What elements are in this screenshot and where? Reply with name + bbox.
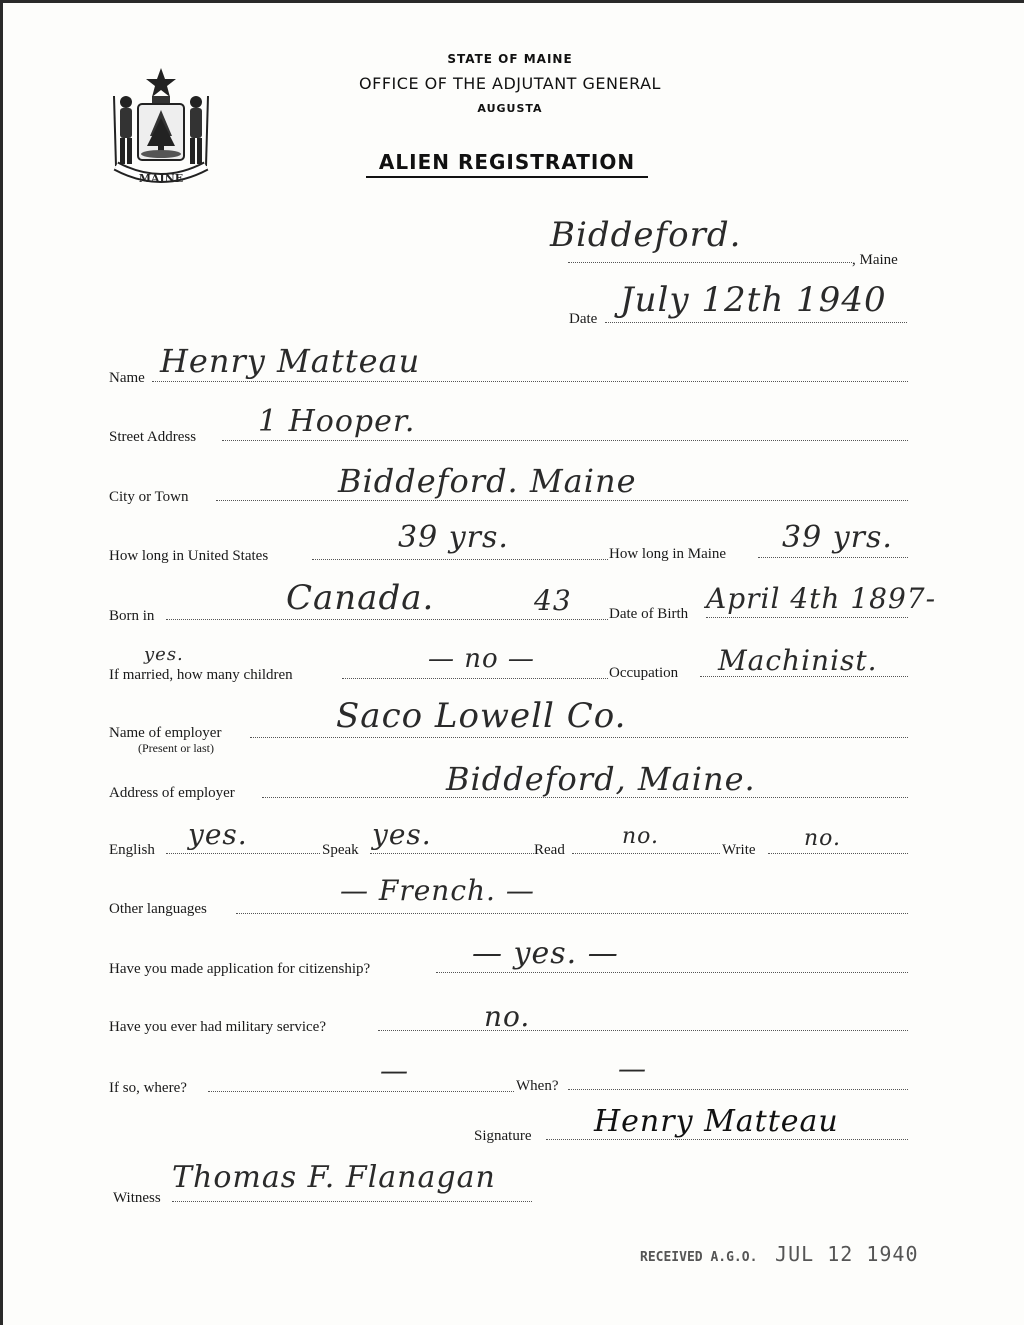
town-value: Biddeford. — [550, 215, 742, 255]
scan-edge-left — [0, 0, 3, 1325]
when-line — [568, 1089, 908, 1090]
when-label: When? — [516, 1078, 559, 1094]
employer-value: Saco Lowell Co. — [336, 696, 627, 736]
write-value: no. — [804, 826, 842, 851]
stamp-date: JUL 12 1940 — [775, 1242, 919, 1266]
date-label: Date — [569, 311, 598, 327]
dob-value: April 4th 1897- — [706, 582, 937, 615]
write-label: Write — [722, 842, 756, 858]
received-stamp — [640, 1242, 919, 1266]
read-value: no. — [622, 824, 660, 849]
street-label: Street Address — [109, 429, 197, 445]
children-label: If married, how many children — [109, 667, 293, 683]
stamp-received: RECEIVED A.G.O. — [640, 1250, 758, 1265]
city-label: City or Town — [109, 489, 189, 505]
name-line — [152, 381, 908, 382]
maine-duration-value: 39 yrs. — [782, 520, 893, 555]
maine-duration-line — [758, 557, 908, 558]
header-office: OFFICE OF THE ADJUTANT GENERAL — [359, 74, 661, 93]
name-label: Name — [109, 370, 145, 386]
born-in-label: Born in — [109, 608, 155, 624]
english-label: English — [109, 842, 155, 858]
other-languages-line — [236, 913, 908, 914]
military-line — [378, 1030, 908, 1031]
city-line — [216, 500, 908, 501]
us-duration-label: How long in United States — [109, 548, 269, 564]
signature-value: Henry Matteau — [594, 1104, 839, 1139]
seal-motto: MAINE — [138, 172, 184, 185]
citizenship-line — [436, 972, 908, 973]
scan-edge-top — [0, 0, 1024, 3]
date-line — [605, 322, 907, 323]
city-value: Biddeford. Maine — [338, 462, 637, 500]
occupation-value: Machinist. — [718, 644, 878, 677]
born-in-line — [166, 619, 608, 620]
maine-duration-label: How long in Maine — [609, 546, 727, 562]
employer-note: (Present or last) — [138, 741, 214, 755]
where-value: — — [380, 1054, 409, 1087]
street-line — [222, 440, 908, 441]
witness-line — [172, 1201, 532, 1202]
form-title: ALIEN REGISTRATION — [378, 150, 636, 174]
children-line — [342, 678, 608, 679]
employer-address-label: Address of employer — [109, 785, 235, 801]
speak-label: Speak — [322, 842, 359, 858]
when-value: — — [618, 1052, 647, 1085]
age-value: 43 — [534, 584, 572, 617]
witness-value: Thomas F. Flanagan — [172, 1160, 496, 1195]
citizenship-label: Have you made application for citizenship? — [109, 961, 371, 977]
english-line — [166, 853, 320, 854]
english-value: yes. — [188, 818, 248, 851]
born-in-value: Canada. — [286, 578, 435, 618]
street-value: 1 Hooper. — [258, 404, 416, 439]
signature-line — [546, 1139, 908, 1140]
occupation-label: Occupation — [609, 665, 679, 681]
us-duration-line — [312, 559, 608, 560]
dob-label: Date of Birth — [609, 606, 689, 622]
employer-label: Name of employer — [109, 725, 222, 741]
speak-line — [370, 853, 534, 854]
read-line — [572, 853, 720, 854]
military-value: no. — [484, 1000, 531, 1033]
maine-state-seal-icon — [108, 66, 214, 192]
speak-value: yes. — [372, 818, 432, 851]
write-line — [768, 853, 908, 854]
employer-line — [250, 737, 908, 738]
married-value: yes. — [144, 644, 184, 665]
witness-label: Witness — [113, 1190, 161, 1206]
where-line — [208, 1091, 514, 1092]
employer-address-value: Biddeford, Maine. — [446, 760, 756, 798]
title-underline — [366, 176, 648, 178]
us-duration-value: 39 yrs. — [398, 520, 509, 555]
header-city: AUGUSTA — [477, 102, 543, 115]
military-label: Have you ever had military service? — [109, 1019, 326, 1035]
signature-label: Signature — [474, 1128, 532, 1144]
children-value: — no — — [428, 644, 535, 674]
read-label: Read — [534, 842, 565, 858]
date-value: July 12th 1940 — [620, 280, 887, 320]
other-languages-value: — French. — — [340, 874, 535, 907]
maine-label: , Maine — [852, 252, 898, 268]
name-value: Henry Matteau — [160, 342, 421, 380]
citizenship-value: — yes. — — [472, 936, 619, 971]
header-state: STATE OF MAINE — [447, 52, 573, 66]
where-label: If so, where? — [109, 1080, 187, 1096]
dob-line — [706, 617, 908, 618]
town-line — [568, 262, 852, 263]
other-languages-label: Other languages — [109, 901, 207, 917]
